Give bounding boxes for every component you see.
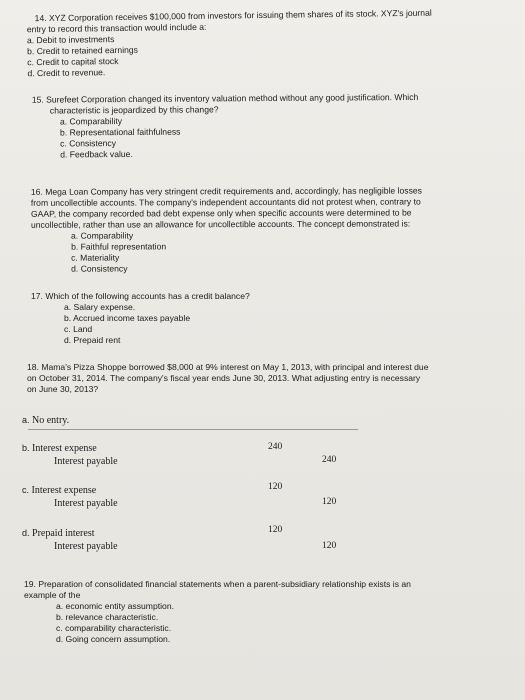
question-14-option-a: a. Debit to investments [26, 34, 115, 46]
question-18-stem-line1: 18. Mama's Pizza Shoppe borrowed $8,000 at 9% interest on May 1, 2013, with principal and interest due [27, 362, 429, 372]
question-17-option-d: d. Prepaid rent [64, 335, 121, 345]
question-18-stem-line2: on October 31, 2014. The company's fiscal year ends June 30, 2013. What adjusting entry is necessary [27, 373, 421, 383]
entry-line [28, 429, 358, 430]
question-16-stem-line1: 16. Mega Loan Company has very stringent credit requirements and, accordingly, has negligible losses [30, 185, 422, 197]
question-14-stem-line2: entry to record this transaction would include a: [26, 21, 207, 35]
debit-amount: 240 [268, 442, 283, 452]
question-15-option-b: b. Representational faithfulness [60, 126, 181, 138]
question-19-stem-line2: example of the [24, 590, 81, 600]
option-text: No entry. [32, 415, 70, 426]
question-19-stem-line1: 19. Preparation of consolidated financial statements when a parent-subsidiary relationship exists is an [24, 579, 411, 589]
option-letter: c. [22, 485, 30, 495]
question-18-option-c [22, 484, 118, 510]
question-16-stem-line3: GAAP, the company recorded bad debt expense only when specific accounts were determined to be [30, 207, 412, 219]
question-16-stem-line4: uncollectible, rather than use an allowance for uncollectible accounts. The concept demonstrated is: [30, 218, 411, 230]
question-16-option-b: b. Faithful representation [71, 241, 167, 252]
question-14-stem-line1: 14. XYZ Corporation receives $100,000 from investors for issuing them shares of its stock. XYZ's journal [34, 7, 432, 24]
question-17-option-c: c. Land [64, 324, 93, 334]
credit-amount: 120 [322, 497, 337, 507]
question-16-option-a: a. Comparability [71, 230, 134, 241]
question-17-option-b: b. Accrued income taxes payable [64, 313, 191, 323]
question-14-option-c: c. Credit to capital stock [27, 56, 119, 68]
question-16-option-c: c. Materiality [71, 252, 120, 263]
question-15-option-a: a. Comparability [59, 116, 123, 127]
option-letter: b. [22, 443, 30, 453]
credit-amount: 120 [322, 541, 337, 551]
question-18-option-d [22, 527, 118, 553]
debit-account: Interest expense [32, 443, 97, 454]
debit-account: Interest expense [31, 485, 97, 496]
option-letter: d. [22, 528, 30, 538]
question-14 [27, 7, 498, 80]
question-15 [32, 91, 502, 160]
question-15-option-d: d. Feedback value. [60, 148, 133, 160]
question-17-stem: 17. Which of the following accounts has a credit balance? [31, 291, 250, 301]
question-15-stem-line2: characteristic is jeopardized by this change? [49, 104, 219, 116]
option-letter: a. [22, 415, 30, 425]
question-19-option-c: c. comparability characteristic. [56, 623, 172, 633]
question-18 [27, 362, 507, 395]
debit-amount: 120 [268, 525, 283, 535]
question-14-option-b: b. Credit to retained earnings [27, 44, 138, 57]
debit-amount: 120 [268, 482, 283, 492]
question-15-option-c: c. Consistency [60, 138, 117, 149]
question-19-option-a: a. economic entity assumption. [56, 601, 174, 611]
question-19 [24, 579, 509, 645]
question-17-option-a: a. Salary expense. [64, 302, 136, 312]
debit-account: Prepaid interest [32, 528, 95, 539]
question-17 [31, 291, 501, 346]
credit-account: Interest payable [54, 456, 118, 467]
credit-account: Interest payable [54, 541, 118, 552]
question-15-stem-line1: 15. Surefeet Corporation changed its inventory valuation method without any good justification. Which [31, 91, 419, 105]
credit-account: Interest payable [54, 498, 118, 509]
question-18-option-b [22, 442, 118, 468]
question-16-option-d: d. Consistency [71, 263, 128, 274]
question-16 [31, 185, 501, 275]
question-18-option-a [22, 414, 69, 427]
question-19-option-b: b. relevance characteristic. [56, 612, 159, 622]
question-14-option-d: d. Credit to revenue. [27, 67, 106, 79]
question-19-option-d: d. Going concern assumption. [56, 634, 171, 644]
question-16-stem-line2: from uncollectible accounts. The company's independent accountants did not protest when, contrary to [30, 196, 421, 208]
question-18-stem-line3: on June 30, 2013? [27, 384, 99, 394]
credit-amount: 240 [322, 455, 337, 465]
